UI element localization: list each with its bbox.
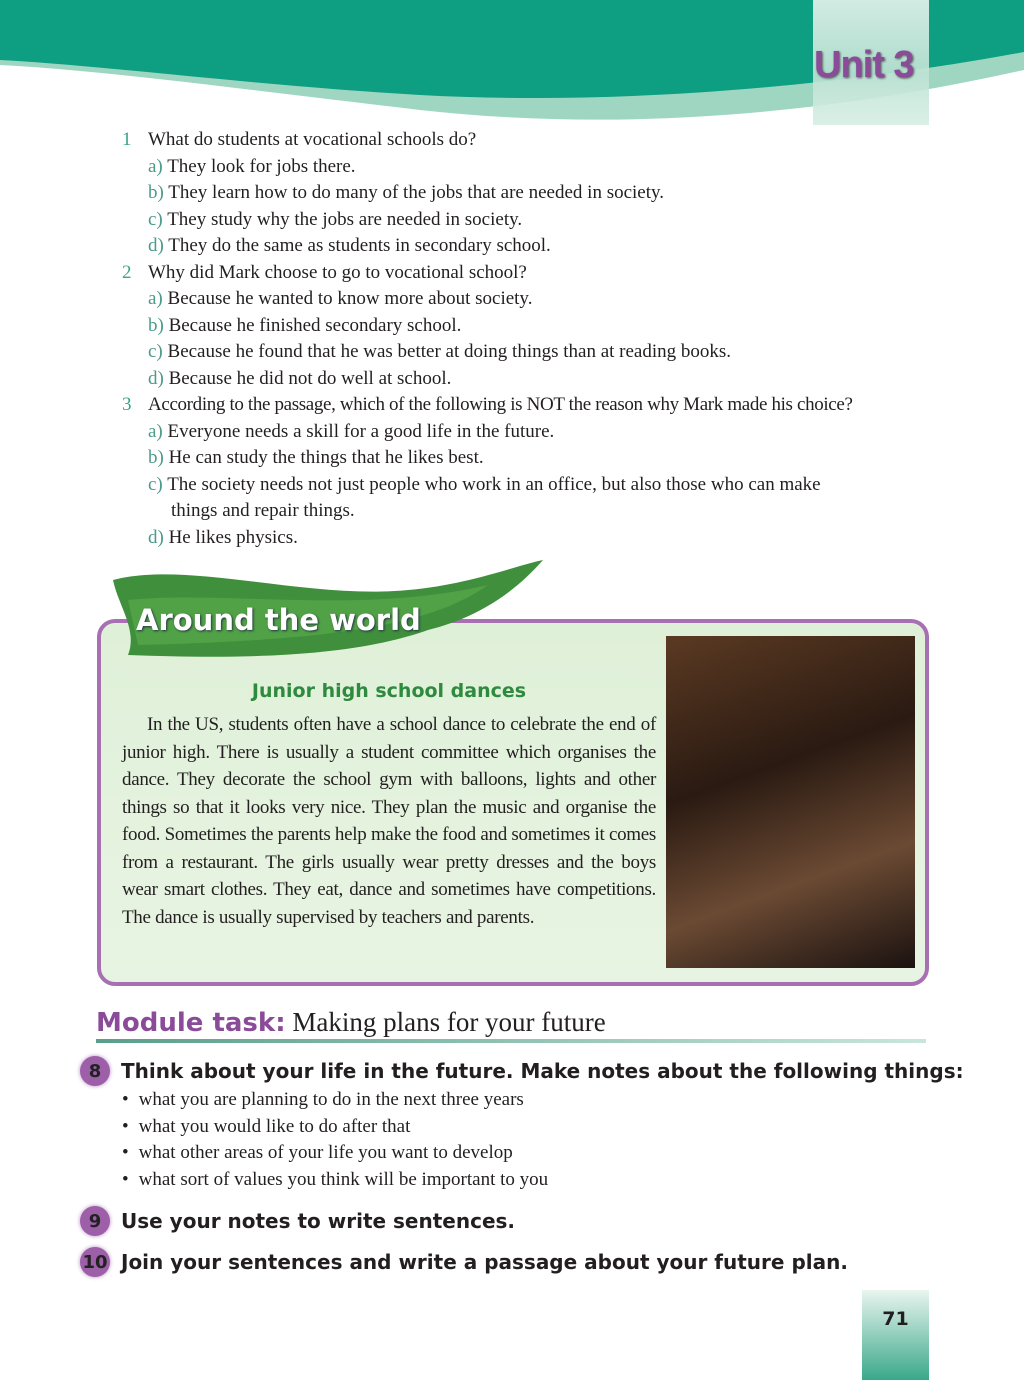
task-9: 9 Use your notes to write sentences. [80,1206,515,1236]
option: b) He can study the things that he likes best. [148,447,484,468]
task-number-badge: 9 [80,1206,110,1236]
task-10: 10 Join your sentences and write a passage about your future plan. [80,1247,848,1277]
task-number-badge: 10 [80,1247,110,1277]
task-number-badge: 8 [80,1056,110,1086]
school-dance-photo [666,636,915,968]
bullet-item: • what other areas of your life you want to develop [122,1140,548,1167]
task-8: 8 Think about your life in the future. Make notes about the following things: [80,1056,964,1086]
bullet-item: • what you are planning to do in the next three years [122,1087,548,1114]
option: a) Everyone needs a skill for a good life in the future. [148,420,555,442]
option: a) They look for jobs there. [148,155,356,177]
bullet-item: • what you would like to do after that [122,1114,548,1141]
around-the-world-banner: Around the world [136,603,421,637]
article-title: Junior high school dances [251,680,527,702]
question: 1 What do students at vocational schools do? [122,129,477,150]
bullet-item: • what sort of values you think will be important to you [122,1167,548,1194]
module-task-heading: Module task: Making plans for your future [96,1007,926,1043]
option: b) They learn how to do many of the jobs that are needed in society. [148,182,665,203]
article-body: In the US, students often have a school dance to celebrate the end of junior high. There is usually a student committee which organises the dance. They decorate the school gym with balloons, lights and other things so that it looks very nice. They plan the music and organise the food. Sometimes the parents help make the food and sometimes it comes from a restaurant. The girls usually wear pretty dresses and the boys wear smart clothes. They eat, dance and sometimes have competitions. The dance is usually supervised by teachers and parents. [122,714,656,928]
unit-label: Unit 3 [814,44,914,86]
option-continuation: things and repair things. [171,500,355,521]
option: d) He likes physics. [148,526,298,548]
option: d) They do the same as students in secondary school. [148,235,551,256]
option: c) The society needs not just people who work in an office, but also those who can make [148,473,821,495]
question: 3 According to the passage, which of the following is NOT the reason why Mark made his choice? [122,394,853,415]
option: a) Because he wanted to know more about society. [148,288,533,309]
option: c) They study why the jobs are needed in society. [148,208,523,230]
question: 2 Why did Mark choose to go to vocational school? [122,261,527,283]
page-number: 71 [862,1290,929,1380]
notes-bullets [122,1087,548,1193]
option: c) Because he found that he was better at doing things than at reading books. [148,341,732,362]
option: b) Because he finished secondary school. [148,314,462,336]
option: d) Because he did not do well at school. [148,367,452,389]
questions-list [122,127,853,551]
